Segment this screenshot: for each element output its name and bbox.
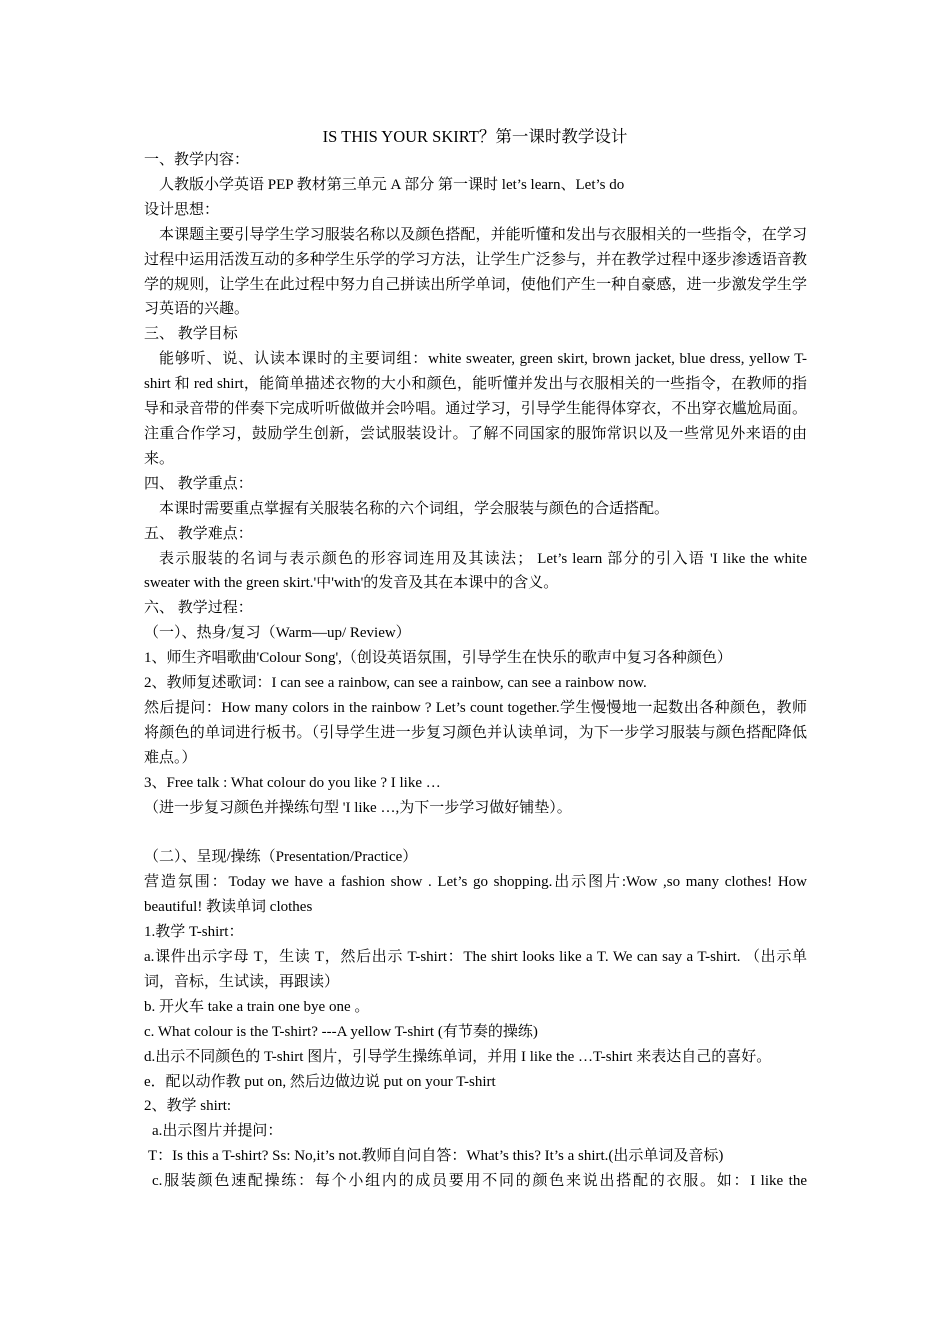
paragraph: 人教版小学英语 PEP 教材第三单元 A 部分 第一课时 let’s learn、Let’s do (159, 176, 625, 193)
list-item: e．配以动作教 put on, 然后边做边说 put on your T-shirt (144, 1073, 496, 1090)
paragraph: 本课时需要重点掌握有关服装名称的六个词组，学会服装与颜色的合适搭配。 (159, 500, 670, 517)
document-body (144, 148, 807, 1194)
list-item: d.出示不同颜色的 T-shirt 图片，引导学生操练单词，并用 I like the …T-shirt 来表达自己的喜好。 (144, 1048, 772, 1065)
blank-line (144, 820, 807, 845)
list-item: c.服装颜色速配操练：每个小组内的成员要用不同的颜色来说出搭配的衣服。如：I like the (152, 1173, 807, 1190)
document-title: IS THIS YOUR SKIRT？第一课时教学设计 (322, 127, 628, 146)
paragraph: （进一步复习颜色并操练句型 'I like …,为下一步学习做好铺垫）。 (144, 799, 572, 816)
paragraph: 营造氛围：Today we have a fashion show . Let’s go shopping.出示图片:Wow ,so many clothes! How beautiful! 教读单词 clothes (144, 874, 807, 916)
paragraph: 本课题主要引导学生学习服装名称以及颜色搭配，并能听懂和发出与衣服相关的一些指令，在学习过程中运用活泼互动的多种学生乐学的学习方法，让学生广泛参与，并在教学过程中逐步渗透语音教学的规则，让学生在此过程中努力自己拼读出所学单词，使他们产生一种自豪感，进一步激发学生学习英语的兴趣。 (144, 226, 807, 318)
list-item: a.出示图片并提问： (152, 1123, 283, 1140)
paragraph: 表示服装的名词与表示颜色的形容词连用及其读法； Let’s learn 部分的引入语 'I like the white sweater with the green skirt.'中'with'的发音及其在本课中的含义。 (144, 550, 807, 592)
section-heading: 一、教学内容： (144, 152, 250, 168)
list-item: 1.教学 T-shirt： (144, 924, 244, 941)
paragraph: 然后提问：How many colors in the rainbow ? Let’s count together.学生慢慢地一起数出各种颜色，教师将颜色的单词进行板书。（引导学生进一步复习颜色并认读单词，为下一步学习服装与颜色搭配降低难点。） (144, 699, 807, 766)
paragraph: 1、师生齐唱歌曲'Colour Song',（创设英语氛围，引导学生在快乐的歌声中复习各种颜色） (144, 650, 732, 667)
section-heading: 五、 教学难点： (144, 525, 253, 542)
section-heading: 六、 教学过程： (144, 600, 253, 617)
paragraph: 2、教师复述歌词：I can see a rainbow, can see a rainbow, can see a rainbow now. (144, 675, 647, 692)
section-heading: 四、 教学重点： (144, 475, 253, 492)
list-item: a.课件出示字母 T，生读 T，然后出示 T-shirt：The shirt looks like a T. We can say a T-shirt. （出示单词，音标，生试读，再跟读） (144, 948, 807, 990)
list-item: 2、教学 shirt: (144, 1098, 232, 1115)
list-item: T：Is this a T-shirt? Ss: No,it’s not.教师自问自答：What’s this? It’s a shirt.(出示单词及音标) (148, 1148, 724, 1165)
subsection-heading: （二）、呈现/操练（Presentation/Practice） (144, 849, 418, 866)
list-item: c. What colour is the T-shirt? ---A yellow T-shirt (有节奏的操练) (144, 1023, 538, 1040)
section-heading: 三、 教学目标 (144, 326, 238, 343)
subsection-heading: （一）、热身/复习（Warm—up/ Review） (144, 625, 411, 642)
section-heading: 设计思想： (144, 201, 220, 218)
paragraph: 3、Free talk : What colour do you like ? I like … (144, 774, 441, 791)
list-item: b. 开火车 take a train one bye one 。 (144, 998, 370, 1015)
paragraph: 能够听、说、认读本课时的主要词组：white sweater, green skirt, brown jacket, blue dress, yellow T- shirt 和 red shirt，能简单描述衣物的大小和颜色，能听懂并发出与衣服相关的一些指令，在教师的指导和录音带的伴奏下完成听听做做并会吟唱。通过学习，引导学生能得体穿衣，不出穿衣尴尬局面。注重合作学习，鼓励学生创新，尝试服装设计。了解不同国家的服饰常识以及一些常见外来语的由来。 (144, 351, 807, 467)
